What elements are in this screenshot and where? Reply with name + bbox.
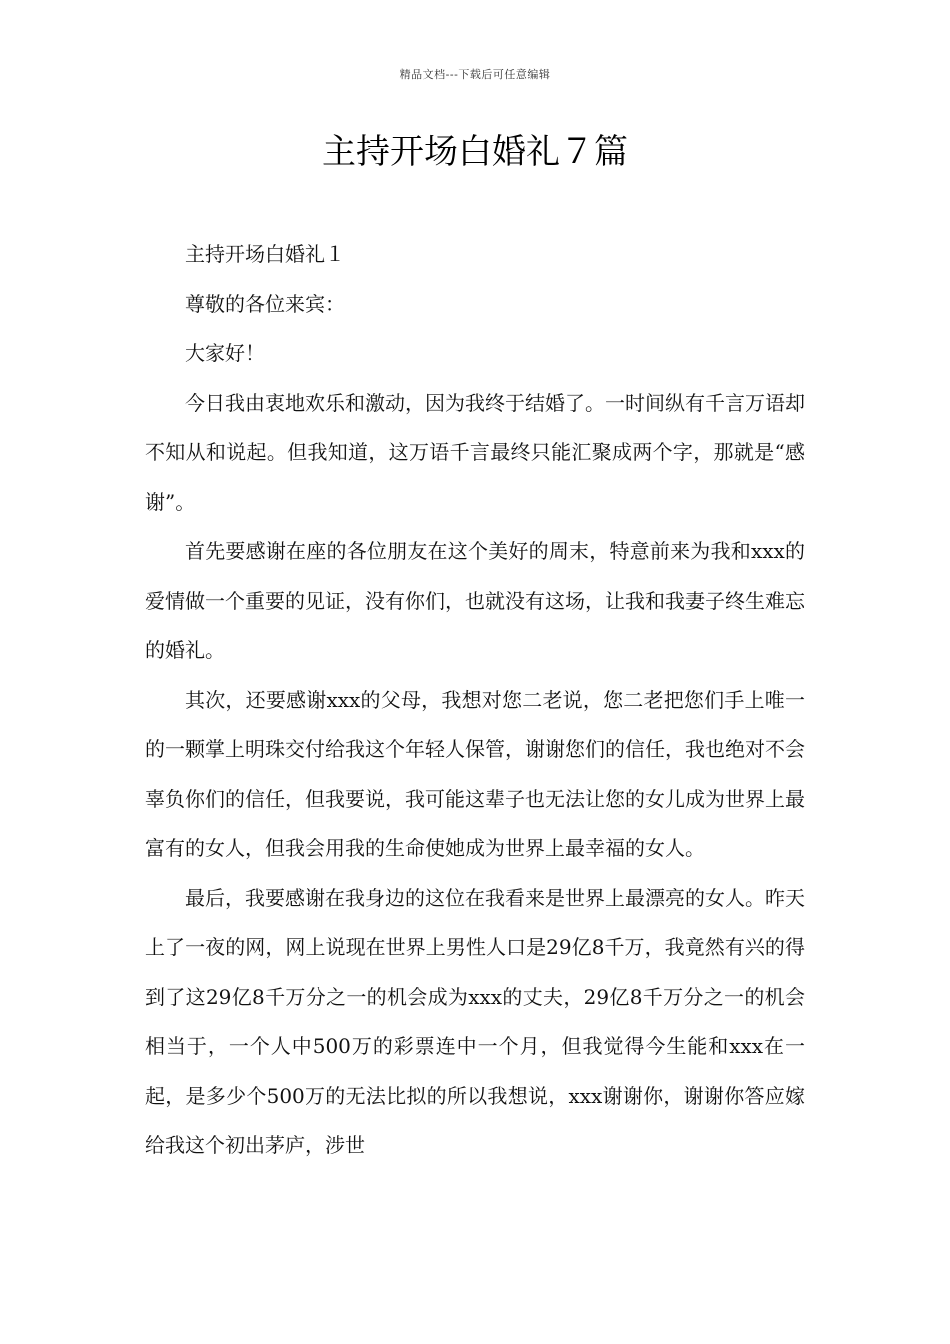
document-body [145, 230, 805, 1171]
paragraph-subtitle: 主持开场白婚礼１ [185, 242, 345, 266]
paragraph-body: 其次，还要感谢xxx的父母，我想对您二老说，您二老把您们手上唯一的一颗掌上明珠交付给我这个年轻人保管，谢谢您们的信任，我也绝对不会辜负你们的信任，但我要说，我可能这辈子也无法让您的女儿成为世界上最富有的女人，但我会用我的生命使她成为世界上最幸福的女人。 [145, 687, 805, 860]
paragraph-greeting: 大家好！ [185, 341, 265, 365]
paragraph-salutation: 尊敬的各位来宾： [185, 291, 345, 316]
page-header-note: 精品文档---下载后可任意编辑 [399, 68, 551, 81]
paragraph-body: 最后，我要感谢在我身边的这位在我看来是世界上最漂亮的女人。昨天上了一夜的网，网上说现在世界上男性人口是29亿8千万，我竟然有兴的得到了这29亿8千万分之一的机会成为xxx的丈夫，29亿8千万分之一的机会相当于，一个人中500万的彩票连中一个月，但我觉得今生能和xxx在一起，是多少个500万的无法比拟的所以我想说，xxx谢谢你，谢谢你答应嫁给我这个初出茅庐，涉世 [145, 885, 805, 1157]
paragraph-body: 今日我由衷地欢乐和激动，因为我终于结婚了。一时间纵有千言万语却不知从和说起。但我知道，这万语千言最终只能汇聚成两个字，那就是“感谢”。 [145, 390, 805, 514]
document-title: 主持开场白婚礼７篇 [322, 132, 628, 172]
paragraph-body: 首先要感谢在座的各位朋友在这个美好的周末，特意前来为我和xxx的爱情做一个重要的见证，没有你们，也就没有这场，让我和我妻子终生难忘的婚礼。 [145, 539, 805, 662]
